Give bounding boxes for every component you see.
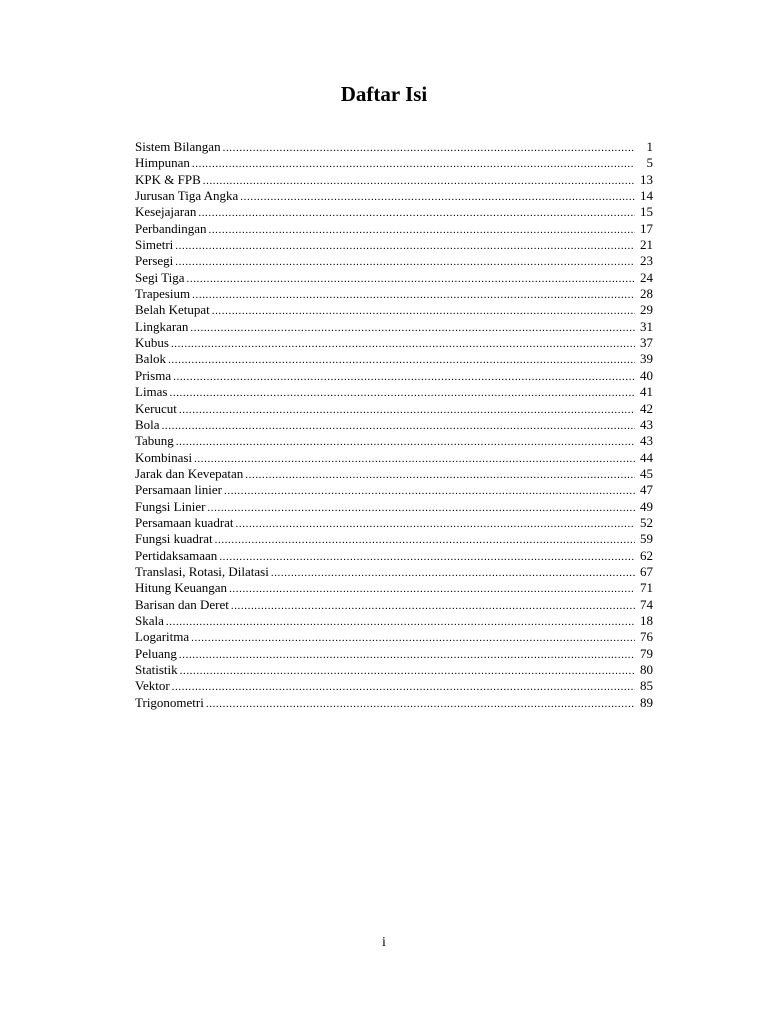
toc-entry: [135, 253, 653, 269]
toc-dot-leader: [179, 647, 635, 662]
toc-entry: [135, 302, 653, 318]
toc-dot-leader: [206, 696, 635, 711]
toc-entry-page: 21: [640, 237, 653, 253]
toc-entry-title: Jarak dan Kevepatan: [135, 465, 244, 481]
toc-entry: [135, 384, 653, 400]
toc-entry-page: 71: [640, 580, 653, 596]
toc-dot-leader: [168, 352, 635, 367]
toc-dot-leader: [231, 598, 635, 613]
toc-entry-title: Prisma: [135, 367, 172, 383]
toc-entry-page: 79: [640, 645, 653, 661]
toc-dot-leader: [271, 565, 635, 580]
toc-dot-leader: [166, 614, 635, 629]
toc-entry-title: Trigonometri: [135, 694, 204, 710]
toc-entry-page: 14: [640, 188, 653, 204]
toc-entry-title: Logaritma: [135, 629, 190, 645]
toc-entry-title: Skala: [135, 612, 164, 628]
toc-entry: [135, 580, 653, 596]
toc-entry-title: Tabung: [135, 433, 174, 449]
toc-entry: [135, 564, 653, 580]
table-of-contents: [135, 139, 653, 711]
toc-entry-title: Perbandingan: [135, 220, 207, 236]
toc-entry-title: Lingkaran: [135, 318, 189, 334]
toc-entry: [135, 188, 653, 204]
toc-entry-title: Peluang: [135, 645, 177, 661]
toc-entry: [135, 401, 653, 417]
toc-entry-title: Kubus: [135, 335, 169, 351]
toc-entry: [135, 695, 653, 711]
toc-entry-title: Persegi: [135, 253, 174, 269]
toc-entry-title: Kerucut: [135, 400, 177, 416]
toc-dot-leader: [175, 254, 635, 269]
toc-dot-leader: [171, 336, 635, 351]
toc-entry-page: 15: [640, 204, 653, 220]
toc-dot-leader: [198, 205, 635, 220]
toc-entry-title: Himpunan: [135, 155, 190, 171]
toc-entry-title: Kombinasi: [135, 449, 193, 465]
toc-entry: [135, 335, 653, 351]
toc-entry: [135, 351, 653, 367]
toc-entry-title: Vektor: [135, 678, 170, 694]
toc-entry-title: Belah Ketupat: [135, 302, 210, 318]
toc-entry-page: 80: [640, 662, 653, 677]
toc-entry-page: 43: [640, 416, 653, 432]
toc-entry-page: 18: [640, 612, 653, 628]
toc-entry: [135, 319, 653, 335]
toc-entry: [135, 221, 653, 237]
toc-entry-title: Fungsi Linier: [135, 498, 206, 514]
toc-dot-leader: [215, 532, 635, 547]
toc-dot-leader: [180, 663, 635, 678]
toc-dot-leader: [219, 549, 635, 564]
toc-dot-leader: [203, 173, 635, 188]
toc-entry: [135, 368, 653, 384]
toc-dot-leader: [212, 303, 635, 318]
toc-entry: [135, 482, 653, 498]
toc-entry: [135, 613, 653, 629]
toc-entry-page: 62: [640, 547, 653, 563]
toc-dot-leader: [173, 369, 635, 384]
toc-entry-title: Hitung Keuangan: [135, 580, 228, 596]
toc-entry-page: 41: [640, 384, 653, 400]
toc-entry: [135, 237, 653, 253]
toc-entry-title: KPK & FPB: [135, 171, 201, 187]
toc-entry: [135, 662, 653, 678]
toc-entry-page: 28: [640, 286, 653, 302]
toc-entry-page: 76: [640, 629, 653, 645]
toc-entry-page: 13: [640, 171, 653, 187]
toc-dot-leader: [192, 156, 635, 171]
toc-entry-page: 42: [640, 400, 653, 416]
toc-entry-page: 24: [640, 269, 653, 285]
toc-dot-leader: [175, 238, 635, 253]
toc-dot-leader: [208, 222, 635, 237]
toc-dot-leader: [187, 271, 636, 286]
toc-dot-leader: [191, 630, 635, 645]
toc-dot-leader: [224, 483, 635, 498]
toc-entry-title: Pertidaksamaan: [135, 547, 218, 563]
toc-dot-leader: [179, 402, 635, 417]
toc-dot-leader: [245, 467, 635, 482]
toc-dot-leader: [190, 320, 635, 335]
toc-entry-title: Bola: [135, 416, 160, 432]
toc-entry-page: 47: [640, 482, 653, 498]
toc-entry-page: 31: [640, 318, 653, 334]
toc-entry-page: 39: [640, 351, 653, 367]
toc-entry: [135, 499, 653, 515]
toc-dot-leader: [229, 581, 635, 596]
toc-entry-title: Limas: [135, 384, 168, 400]
toc-entry-page: 1: [646, 139, 653, 154]
toc-entry-page: 67: [640, 563, 653, 579]
toc-entry-title: Kesejajaran: [135, 204, 197, 220]
toc-entry: [135, 155, 653, 171]
toc-dot-leader: [170, 385, 636, 400]
toc-entry-title: Persamaan linier: [135, 482, 222, 498]
toc-entry-title: Balok: [135, 351, 167, 367]
toc-entry-page: 52: [640, 514, 653, 530]
toc-entry-title: Statistik: [135, 662, 178, 677]
toc-entry: [135, 450, 653, 466]
toc-entry-page: 40: [640, 367, 653, 383]
toc-entry-page: 37: [640, 335, 653, 351]
toc-entry-page: 49: [640, 498, 653, 514]
toc-entry: [135, 270, 653, 286]
toc-dot-leader: [240, 189, 635, 204]
toc-dot-leader: [223, 140, 635, 155]
toc-entry: [135, 646, 653, 662]
toc-dot-leader: [176, 434, 635, 449]
toc-entry-title: Fungsi kuadrat: [135, 531, 213, 547]
toc-entry: [135, 433, 653, 449]
toc-entry-page: 23: [640, 253, 653, 269]
toc-entry-page: 43: [640, 433, 653, 449]
toc-entry: [135, 286, 653, 302]
toc-dot-leader: [236, 516, 635, 531]
toc-entry: [135, 172, 653, 188]
toc-entry-page: 29: [640, 302, 653, 318]
toc-entry: [135, 597, 653, 613]
toc-entry: [135, 417, 653, 433]
toc-entry-page: 74: [640, 596, 653, 612]
toc-entry-page: 5: [646, 155, 653, 171]
toc-entry: [135, 466, 653, 482]
toc-dot-leader: [172, 679, 635, 694]
toc-entry-page: 85: [640, 678, 653, 694]
toc-entry: [135, 678, 653, 694]
toc-dot-leader: [192, 287, 635, 302]
page-title: Daftar Isi: [340, 82, 428, 107]
toc-entry: [135, 204, 653, 220]
toc-entry: [135, 548, 653, 564]
toc-entry: [135, 139, 653, 155]
toc-entry-title: Translasi, Rotasi, Dilatasi: [135, 563, 269, 579]
toc-entry-title: Jurusan Tiga Angka: [135, 188, 239, 204]
toc-entry-title: Persamaan kuadrat: [135, 514, 234, 530]
toc-entry-page: 17: [640, 220, 653, 236]
toc-entry-title: Simetri: [135, 237, 174, 253]
toc-entry-title: Trapesium: [135, 286, 191, 302]
toc-entry-page: 44: [640, 449, 653, 465]
page-number: i: [382, 935, 386, 950]
toc-entry: [135, 515, 653, 531]
toc-dot-leader: [194, 451, 635, 466]
toc-entry: [135, 629, 653, 645]
toc-entry-page: 45: [640, 465, 653, 481]
toc-entry-page: 59: [640, 531, 653, 547]
toc-entry-page: 89: [640, 694, 653, 710]
toc-dot-leader: [162, 418, 635, 433]
toc-entry: [135, 531, 653, 547]
toc-entry-title: Segi Tiga: [135, 269, 185, 285]
toc-entry-title: Barisan dan Deret: [135, 596, 229, 612]
toc-entry-title: Sistem Bilangan: [135, 139, 221, 154]
toc-dot-leader: [207, 500, 635, 515]
